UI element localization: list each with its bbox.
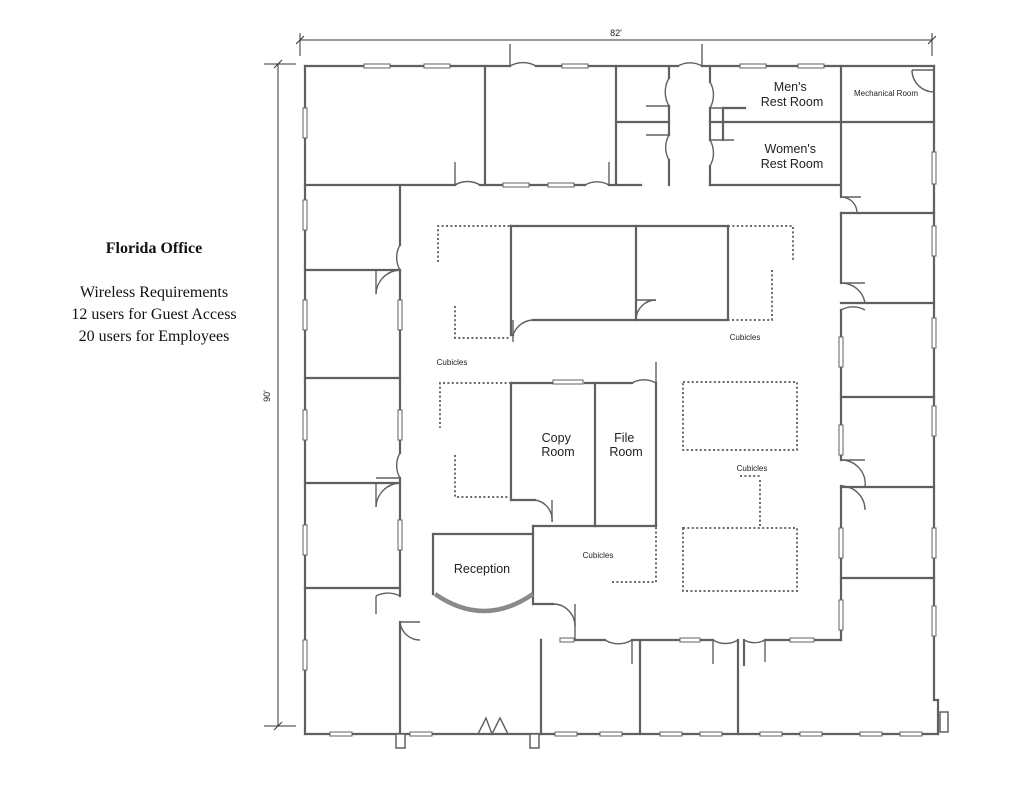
- width-label: 82': [610, 28, 622, 38]
- walls: [305, 66, 938, 734]
- file-room-label: File Room: [609, 431, 643, 459]
- height-label: 90': [262, 390, 272, 402]
- womens-restroom-label: Women's Rest Room: [760, 142, 824, 171]
- guest-access-line: 12 users for Guest Access: [71, 306, 237, 323]
- office-title: Florida Office: [105, 240, 203, 257]
- reception-label: Reception: [453, 562, 511, 576]
- entrance-posts: [396, 712, 948, 748]
- reception-desk: [435, 594, 533, 611]
- requirements-heading: Wireless Requirements: [79, 284, 229, 301]
- cubicles-label-center: Cubicles: [736, 464, 768, 473]
- cubicles-label-lower: Cubicles: [582, 551, 614, 560]
- mechanical-room-label: Mechanical Room: [853, 89, 919, 98]
- mens-restroom-label: Men's Rest Room: [760, 80, 824, 109]
- employee-line: 20 users for Employees: [78, 328, 230, 345]
- cubicles-label-left: Cubicles: [436, 358, 468, 367]
- cubicles-label-right: Cubicles: [729, 333, 761, 342]
- cubicle-areas: [438, 226, 797, 591]
- copy-room-label: Copy Room: [541, 431, 575, 459]
